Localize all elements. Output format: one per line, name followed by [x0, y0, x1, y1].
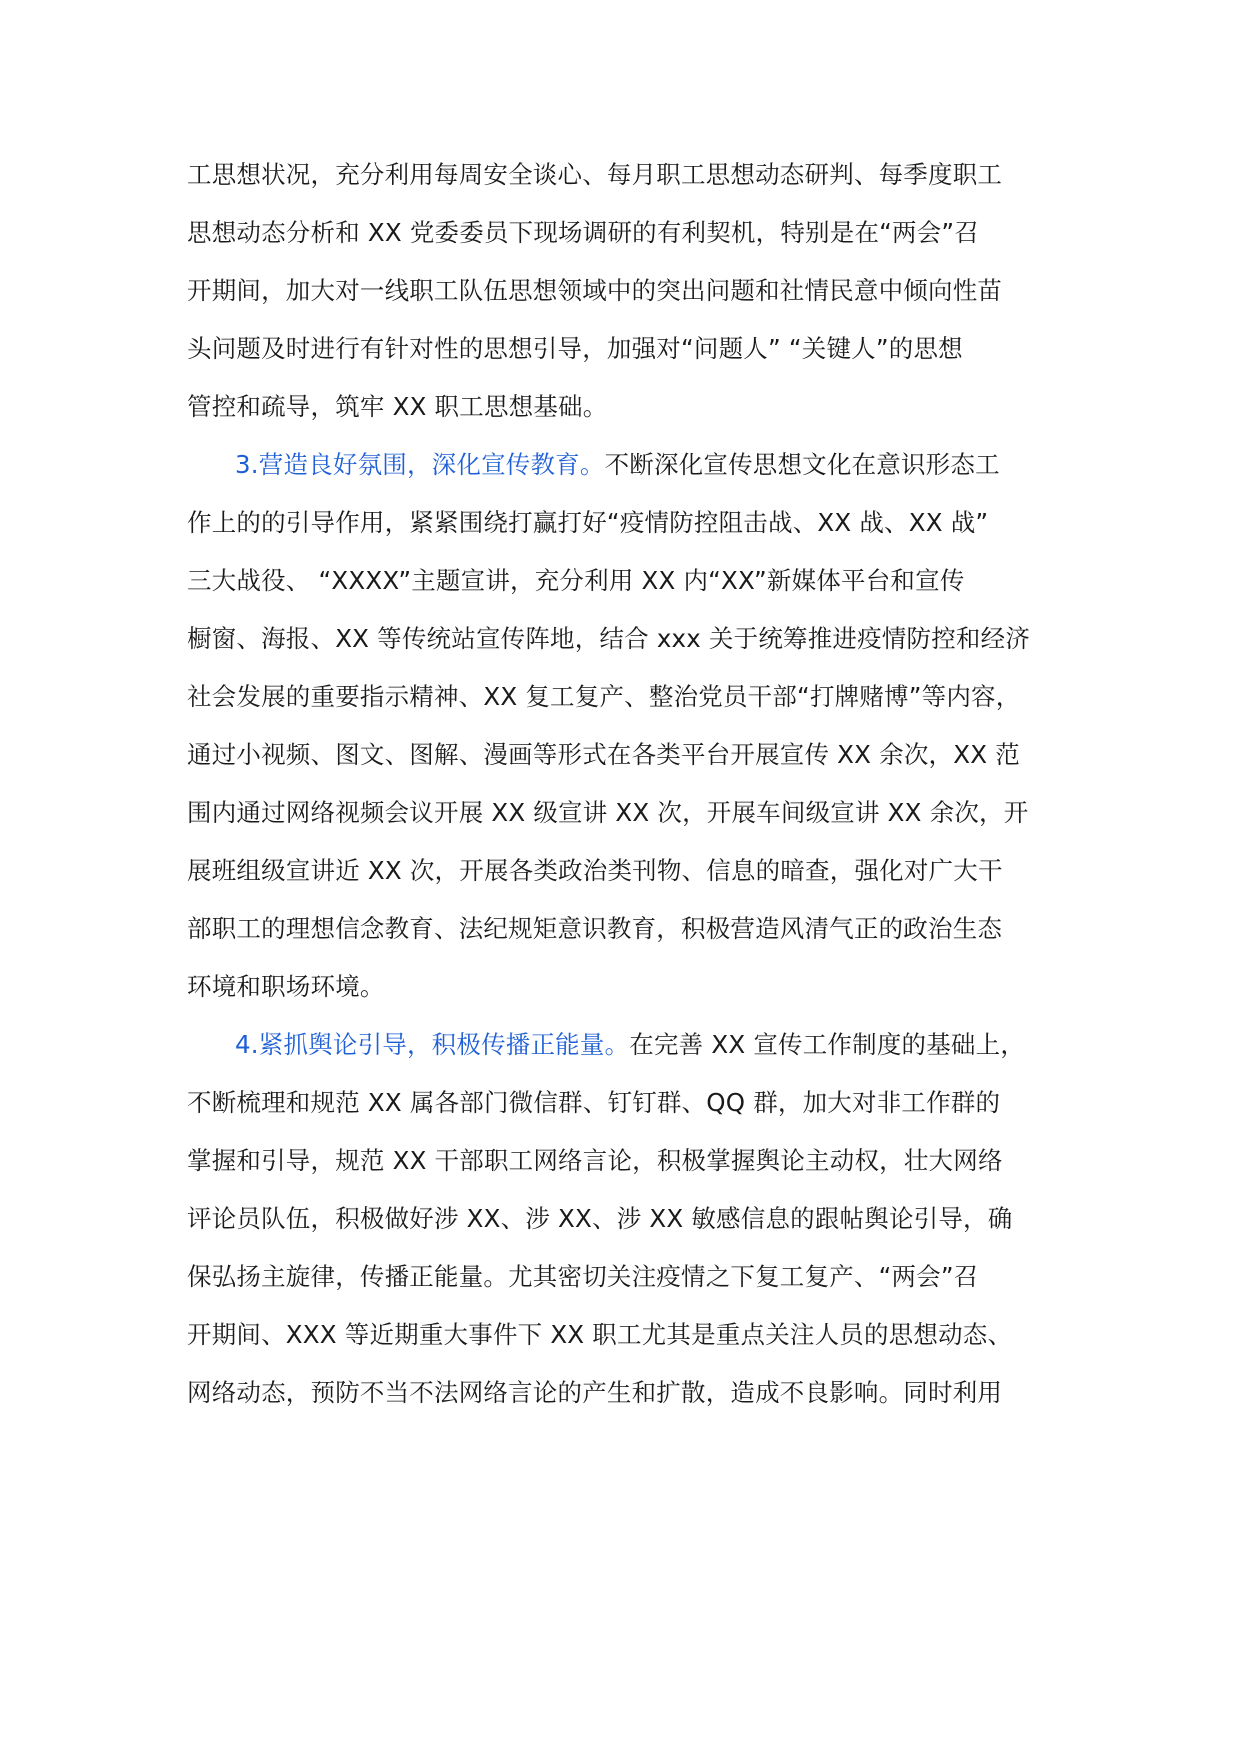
paragraph-line: 社会发展的重要指示精神、XX 复工复产、整治党员干部“打牌赌博”等内容， [187, 682, 1021, 711]
paragraph-line: 管控和疏导，筑牢 XX 职工思想基础。 [187, 392, 608, 421]
paragraph-line: 网络动态，预防不当不法网络言论的产生和扩散，造成不良影响。同时利用 [187, 1378, 1003, 1407]
paragraph-line: 保弘扬主旋律，传播正能量。尤其密切关注疫情之下复工复产、“两会”召 [187, 1262, 979, 1291]
paragraph-line: 头问题及时进行有针对性的思想引导，加强对“问题人” “关键人”的思想 [187, 334, 963, 363]
paragraph-line: 工思想状况，充分利用每周安全谈心、每月职工思想动态研判、每季度职工 [187, 160, 1003, 189]
paragraph-line: 开期间、XXX 等近期重大事件下 XX 职工尤其是重点关注人员的思想动态、 [187, 1320, 1013, 1349]
paragraph-line: 围内通过网络视频会议开展 XX 级宣讲 XX 次，开展车间级宣讲 XX 余次，开 [187, 798, 1029, 827]
paragraph-line: 不断梳理和规范 XX 属各部门微信群、钉钉群、QQ 群，加大对非工作群的 [187, 1088, 1001, 1117]
paragraph-line: 三大战役、 “XXXX”主题宣讲，充分利用 XX 内“XX”新媒体平台和宣传 [187, 566, 965, 595]
section-3-heading: 3.营造良好氛围，深化宣传教育。 [235, 450, 605, 479]
paragraph-line: 思想动态分析和 XX 党委委员下现场调研的有利契机，特别是在“两会”召 [187, 218, 980, 247]
section-4-text: 在完善 XX 宣传工作制度的基础上， [629, 1030, 1026, 1059]
section-3-text: 不断深化宣传思想文化在意识形态工 [604, 450, 1000, 479]
paragraph-line: 评论员队伍，积极做好涉 XX、涉 XX、涉 XX 敏感信息的跟帖舆论引导，确 [187, 1204, 1013, 1233]
paragraph-line: 展班组级宣讲近 XX 次，开展各类政治类刊物、信息的暗查，强化对广大干 [187, 856, 1003, 885]
paragraph-line: 掌握和引导，规范 XX 干部职工网络言论，积极掌握舆论主动权，壮大网络 [187, 1146, 1003, 1175]
section-4-first-line [235, 1025, 1087, 1065]
paragraph-line: 环境和职场环境。 [187, 972, 385, 1001]
paragraph-line: 部职工的理想信念教育、法纪规矩意识教育，积极营造风清气正的政治生态 [187, 914, 1003, 943]
section-4-heading: 4.紧抓舆论引导，积极传播正能量。 [235, 1030, 630, 1059]
paragraph-line: 开期间，加大对一线职工队伍思想领域中的突出问题和社情民意中倾向性苗 [187, 276, 1003, 305]
section-3-first-line [235, 445, 1087, 485]
paragraph-line: 作上的的引导作用，紧紧围绕打赢打好“疫情防控阻击战、XX 战、XX 战” [187, 508, 989, 537]
paragraph-line: 通过小视频、图文、图解、漫画等形式在各类平台开展宣传 XX 余次，XX 范 [187, 740, 1020, 769]
paragraph-line: 橱窗、海报、XX 等传统站宣传阵地，结合 xxx 关于统筹推进疫情防控和经济 [187, 624, 1031, 653]
